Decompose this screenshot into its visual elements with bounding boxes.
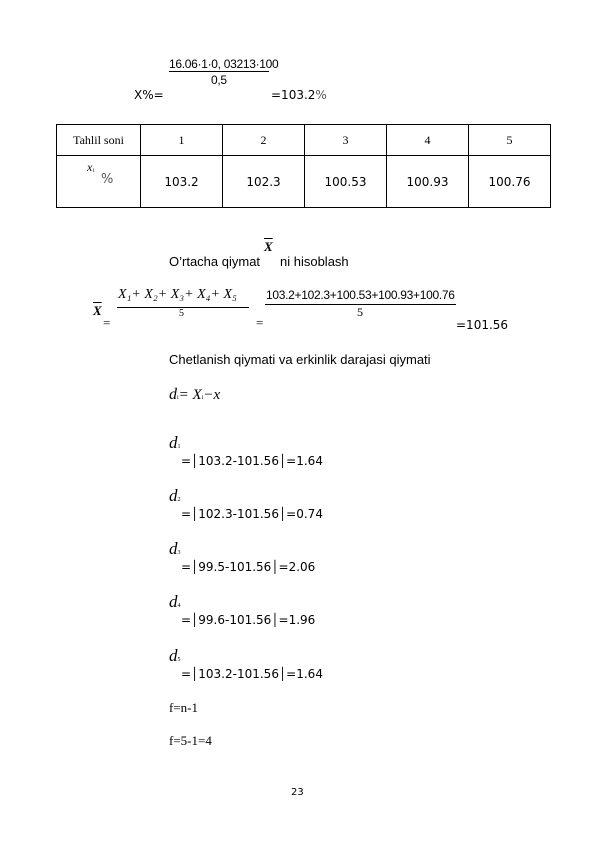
deviation-general-formula: di= Xi−x xyxy=(169,386,221,403)
mean-numeric-denominator: 5 xyxy=(357,305,363,319)
freedom-value: f=5-1=4 xyxy=(169,733,212,748)
mean-heading-tail: ni hisoblash xyxy=(280,254,349,269)
page-number: 23 xyxy=(291,787,304,798)
deviation-expr: =│103.2-101.56│=1.64 xyxy=(181,667,323,681)
mean-equals-2: = xyxy=(256,315,264,330)
table-col-header: 4 xyxy=(387,125,469,156)
table-cell: 100.76 xyxy=(469,156,551,208)
deviation-d-letter: d1 xyxy=(169,433,181,452)
deviation-expr: =│102.3-101.56│=0.74 xyxy=(181,507,323,521)
mean-formula-denominator: 5 xyxy=(179,308,184,319)
table-col-header: 5 xyxy=(469,125,551,156)
mean-formula-numerator: X₁+ X₂+ X₃+ X₄+ X₅ xyxy=(118,287,237,302)
table-cell: 100.93 xyxy=(387,156,469,208)
results-table xyxy=(56,124,551,208)
mean-symbol: $\overline{X}$ xyxy=(264,239,273,254)
table-header-label: Tahlil soni xyxy=(57,125,141,156)
deviation-expr: =│99.6-101.56│=1.96 xyxy=(181,613,316,627)
mean-lhs-equals: = xyxy=(103,315,111,330)
formula1-lhs: X%= xyxy=(134,88,164,102)
mean-heading: O’rtacha qiymat xyxy=(169,254,261,269)
table-col-header: 1 xyxy=(141,125,223,156)
mean-result: =101.56 xyxy=(456,318,509,332)
table-header-row xyxy=(57,125,551,156)
table-cell: 100.53 xyxy=(305,156,387,208)
deviation-expr: =│99.5-101.56│=2.06 xyxy=(181,560,316,574)
formula1-result: =103.2% xyxy=(271,88,327,102)
formula1-numerator: 16.06·1·0, 03213·100 xyxy=(169,57,279,71)
table-col-header: 3 xyxy=(305,125,387,156)
formula1-denominator: 0,5 xyxy=(211,73,227,87)
mean-lhs-symbol: $\overline{X}$ xyxy=(93,303,102,318)
formula1-fraction-line xyxy=(169,71,269,72)
deviation-heading: Chetlanish qiymati va erkinlik darajasi qiymati xyxy=(169,352,431,367)
mean-numeric-numerator: 103.2+102.3+100.53+100.93+100.76 xyxy=(266,288,455,302)
table-row-label: x i % xyxy=(57,156,141,208)
deviation-d-letter: d5 xyxy=(169,646,181,665)
table-cell: 103.2 xyxy=(141,156,223,208)
deviation-expr: =│103.2-101.56│=1.64 xyxy=(181,454,323,468)
table-value-row xyxy=(57,156,551,208)
freedom-formula: f=n-1 xyxy=(169,700,198,715)
deviation-d-letter: d2 xyxy=(169,486,181,505)
table-col-header: 2 xyxy=(223,125,305,156)
table-cell: 102.3 xyxy=(223,156,305,208)
deviation-d-letter: d3 xyxy=(169,539,181,558)
deviation-d-letter: d4 xyxy=(169,592,181,611)
